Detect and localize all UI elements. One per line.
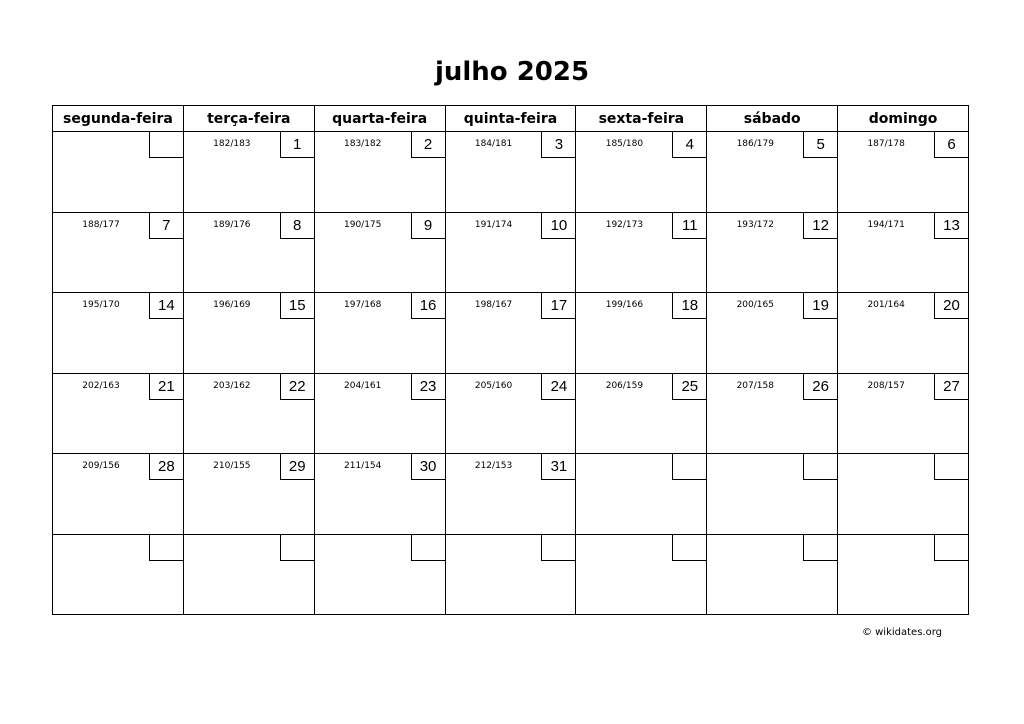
day-number-box: 17 xyxy=(541,293,575,319)
day-of-year-label: 210/155 xyxy=(213,461,251,471)
day-cell xyxy=(576,293,707,374)
day-of-year-label: 202/163 xyxy=(82,380,120,391)
weekday-header-wednesday: quarta-feira xyxy=(315,106,446,132)
day-cell xyxy=(838,535,969,616)
day-number-box: 2 xyxy=(411,132,445,158)
day-number-box: 15 xyxy=(280,293,314,319)
day-number-box: 12 xyxy=(803,213,837,239)
day-cell xyxy=(53,132,184,213)
day-cell xyxy=(576,132,707,213)
day-number-box: 9 xyxy=(411,213,445,239)
day-cell xyxy=(184,454,315,535)
day-of-year-label: 199/166 xyxy=(605,300,644,310)
day-number-box: 29 xyxy=(280,454,314,480)
day-number-box: 1 xyxy=(280,132,314,158)
day-number-box xyxy=(672,454,706,480)
day-number-box: 18 xyxy=(672,293,706,319)
day-of-year-label: 205/160 xyxy=(474,380,513,391)
day-cell xyxy=(838,213,969,294)
weekday-header-thursday: quinta-feira xyxy=(446,106,577,132)
day-number-box: 22 xyxy=(280,374,314,400)
day-number-box: 30 xyxy=(411,454,445,480)
day-number-box: 24 xyxy=(541,374,575,400)
day-of-year-label: 211/154 xyxy=(344,461,382,471)
day-of-year-label: 189/176 xyxy=(213,219,251,230)
day-of-year-label: 209/156 xyxy=(82,461,120,471)
day-cell xyxy=(446,535,577,616)
day-cell xyxy=(315,535,446,616)
day-of-year-label: 182/183 xyxy=(213,139,251,149)
calendar-title: julho 2025 xyxy=(434,57,590,87)
day-cell xyxy=(315,132,446,213)
day-cell xyxy=(707,535,838,616)
day-number-box xyxy=(672,535,706,561)
day-number-box: 5 xyxy=(803,132,837,158)
day-of-year-label: 195/170 xyxy=(82,300,120,310)
day-number-box: 14 xyxy=(149,293,183,319)
day-cell xyxy=(838,454,969,535)
day-number-box xyxy=(803,535,837,561)
day-of-year-label: 200/165 xyxy=(736,300,774,310)
day-cell xyxy=(53,374,184,455)
day-number-box xyxy=(149,535,183,561)
day-cell xyxy=(53,213,184,294)
day-number-box xyxy=(411,535,445,561)
day-cell xyxy=(446,213,577,294)
day-of-year-label: 207/158 xyxy=(736,380,774,391)
day-cell xyxy=(446,374,577,455)
day-number-box: 25 xyxy=(672,374,706,400)
day-of-year-label: 187/178 xyxy=(867,139,905,149)
day-cell xyxy=(576,213,707,294)
day-cell xyxy=(184,293,315,374)
weekday-header-tuesday: terça-feira xyxy=(184,106,315,132)
day-cell xyxy=(446,454,577,535)
weekday-header-monday: segunda-feira xyxy=(53,106,184,132)
day-of-year-label: 206/159 xyxy=(605,380,644,391)
weekday-header-sunday: domingo xyxy=(838,106,969,132)
day-number-box: 19 xyxy=(803,293,837,319)
day-cell xyxy=(707,213,838,294)
day-cell xyxy=(315,213,446,294)
day-of-year-label: 194/171 xyxy=(867,219,905,230)
day-number-box xyxy=(803,454,837,480)
day-number-box xyxy=(149,132,183,158)
day-number-box: 28 xyxy=(149,454,183,480)
day-cell xyxy=(53,293,184,374)
day-cell xyxy=(184,213,315,294)
day-of-year-label: 196/169 xyxy=(213,300,251,310)
day-of-year-label: 212/153 xyxy=(474,461,513,471)
day-cell xyxy=(446,293,577,374)
day-of-year-label: 188/177 xyxy=(82,219,120,230)
day-number-box: 23 xyxy=(411,374,445,400)
day-number-box: 27 xyxy=(934,374,968,400)
day-number-box: 7 xyxy=(149,213,183,239)
day-cell xyxy=(576,374,707,455)
day-number-box xyxy=(934,454,968,480)
day-of-year-label: 192/173 xyxy=(605,219,644,230)
day-cell xyxy=(576,454,707,535)
day-number-box: 16 xyxy=(411,293,445,319)
day-number-box: 8 xyxy=(280,213,314,239)
day-of-year-label: 191/174 xyxy=(474,219,513,230)
day-of-year-label: 190/175 xyxy=(344,219,382,230)
day-of-year-label: 198/167 xyxy=(474,300,513,310)
day-cell xyxy=(576,535,707,616)
day-of-year-label: 208/157 xyxy=(867,380,905,391)
day-number-box xyxy=(280,535,314,561)
weekday-header-saturday: sábado xyxy=(707,106,838,132)
day-cell xyxy=(315,374,446,455)
day-number-box: 21 xyxy=(149,374,183,400)
day-cell xyxy=(184,374,315,455)
day-number-box xyxy=(541,535,575,561)
day-cell xyxy=(184,132,315,213)
day-of-year-label: 203/162 xyxy=(213,380,251,391)
day-of-year-label: 204/161 xyxy=(344,380,382,391)
day-number-box xyxy=(934,535,968,561)
day-of-year-label: 185/180 xyxy=(605,139,644,149)
day-cell xyxy=(53,535,184,616)
copyright-footer: © wikidates.org xyxy=(861,627,942,638)
day-of-year-label: 184/181 xyxy=(474,139,513,149)
day-cell xyxy=(53,454,184,535)
day-number-box: 4 xyxy=(672,132,706,158)
day-cell xyxy=(315,454,446,535)
day-number-box: 11 xyxy=(672,213,706,239)
day-number-box: 31 xyxy=(541,454,575,480)
day-of-year-label: 186/179 xyxy=(736,139,774,149)
day-cell xyxy=(838,132,969,213)
day-cell xyxy=(707,374,838,455)
weekday-header-friday: sexta-feira xyxy=(576,106,707,132)
day-number-box: 13 xyxy=(934,213,968,239)
day-cell xyxy=(446,132,577,213)
day-of-year-label: 201/164 xyxy=(867,300,905,310)
day-cell xyxy=(184,535,315,616)
day-cell xyxy=(838,374,969,455)
day-cell xyxy=(707,293,838,374)
day-of-year-label: 193/172 xyxy=(736,219,774,230)
day-cell xyxy=(707,132,838,213)
day-number-box: 3 xyxy=(541,132,575,158)
calendar-grid xyxy=(52,105,969,615)
day-number-box: 6 xyxy=(934,132,968,158)
day-cell xyxy=(707,454,838,535)
day-number-box: 20 xyxy=(934,293,968,319)
day-of-year-label: 197/168 xyxy=(344,300,382,310)
day-cell xyxy=(838,293,969,374)
day-cell xyxy=(315,293,446,374)
day-number-box: 10 xyxy=(541,213,575,239)
day-number-box: 26 xyxy=(803,374,837,400)
day-of-year-label: 183/182 xyxy=(344,139,382,149)
